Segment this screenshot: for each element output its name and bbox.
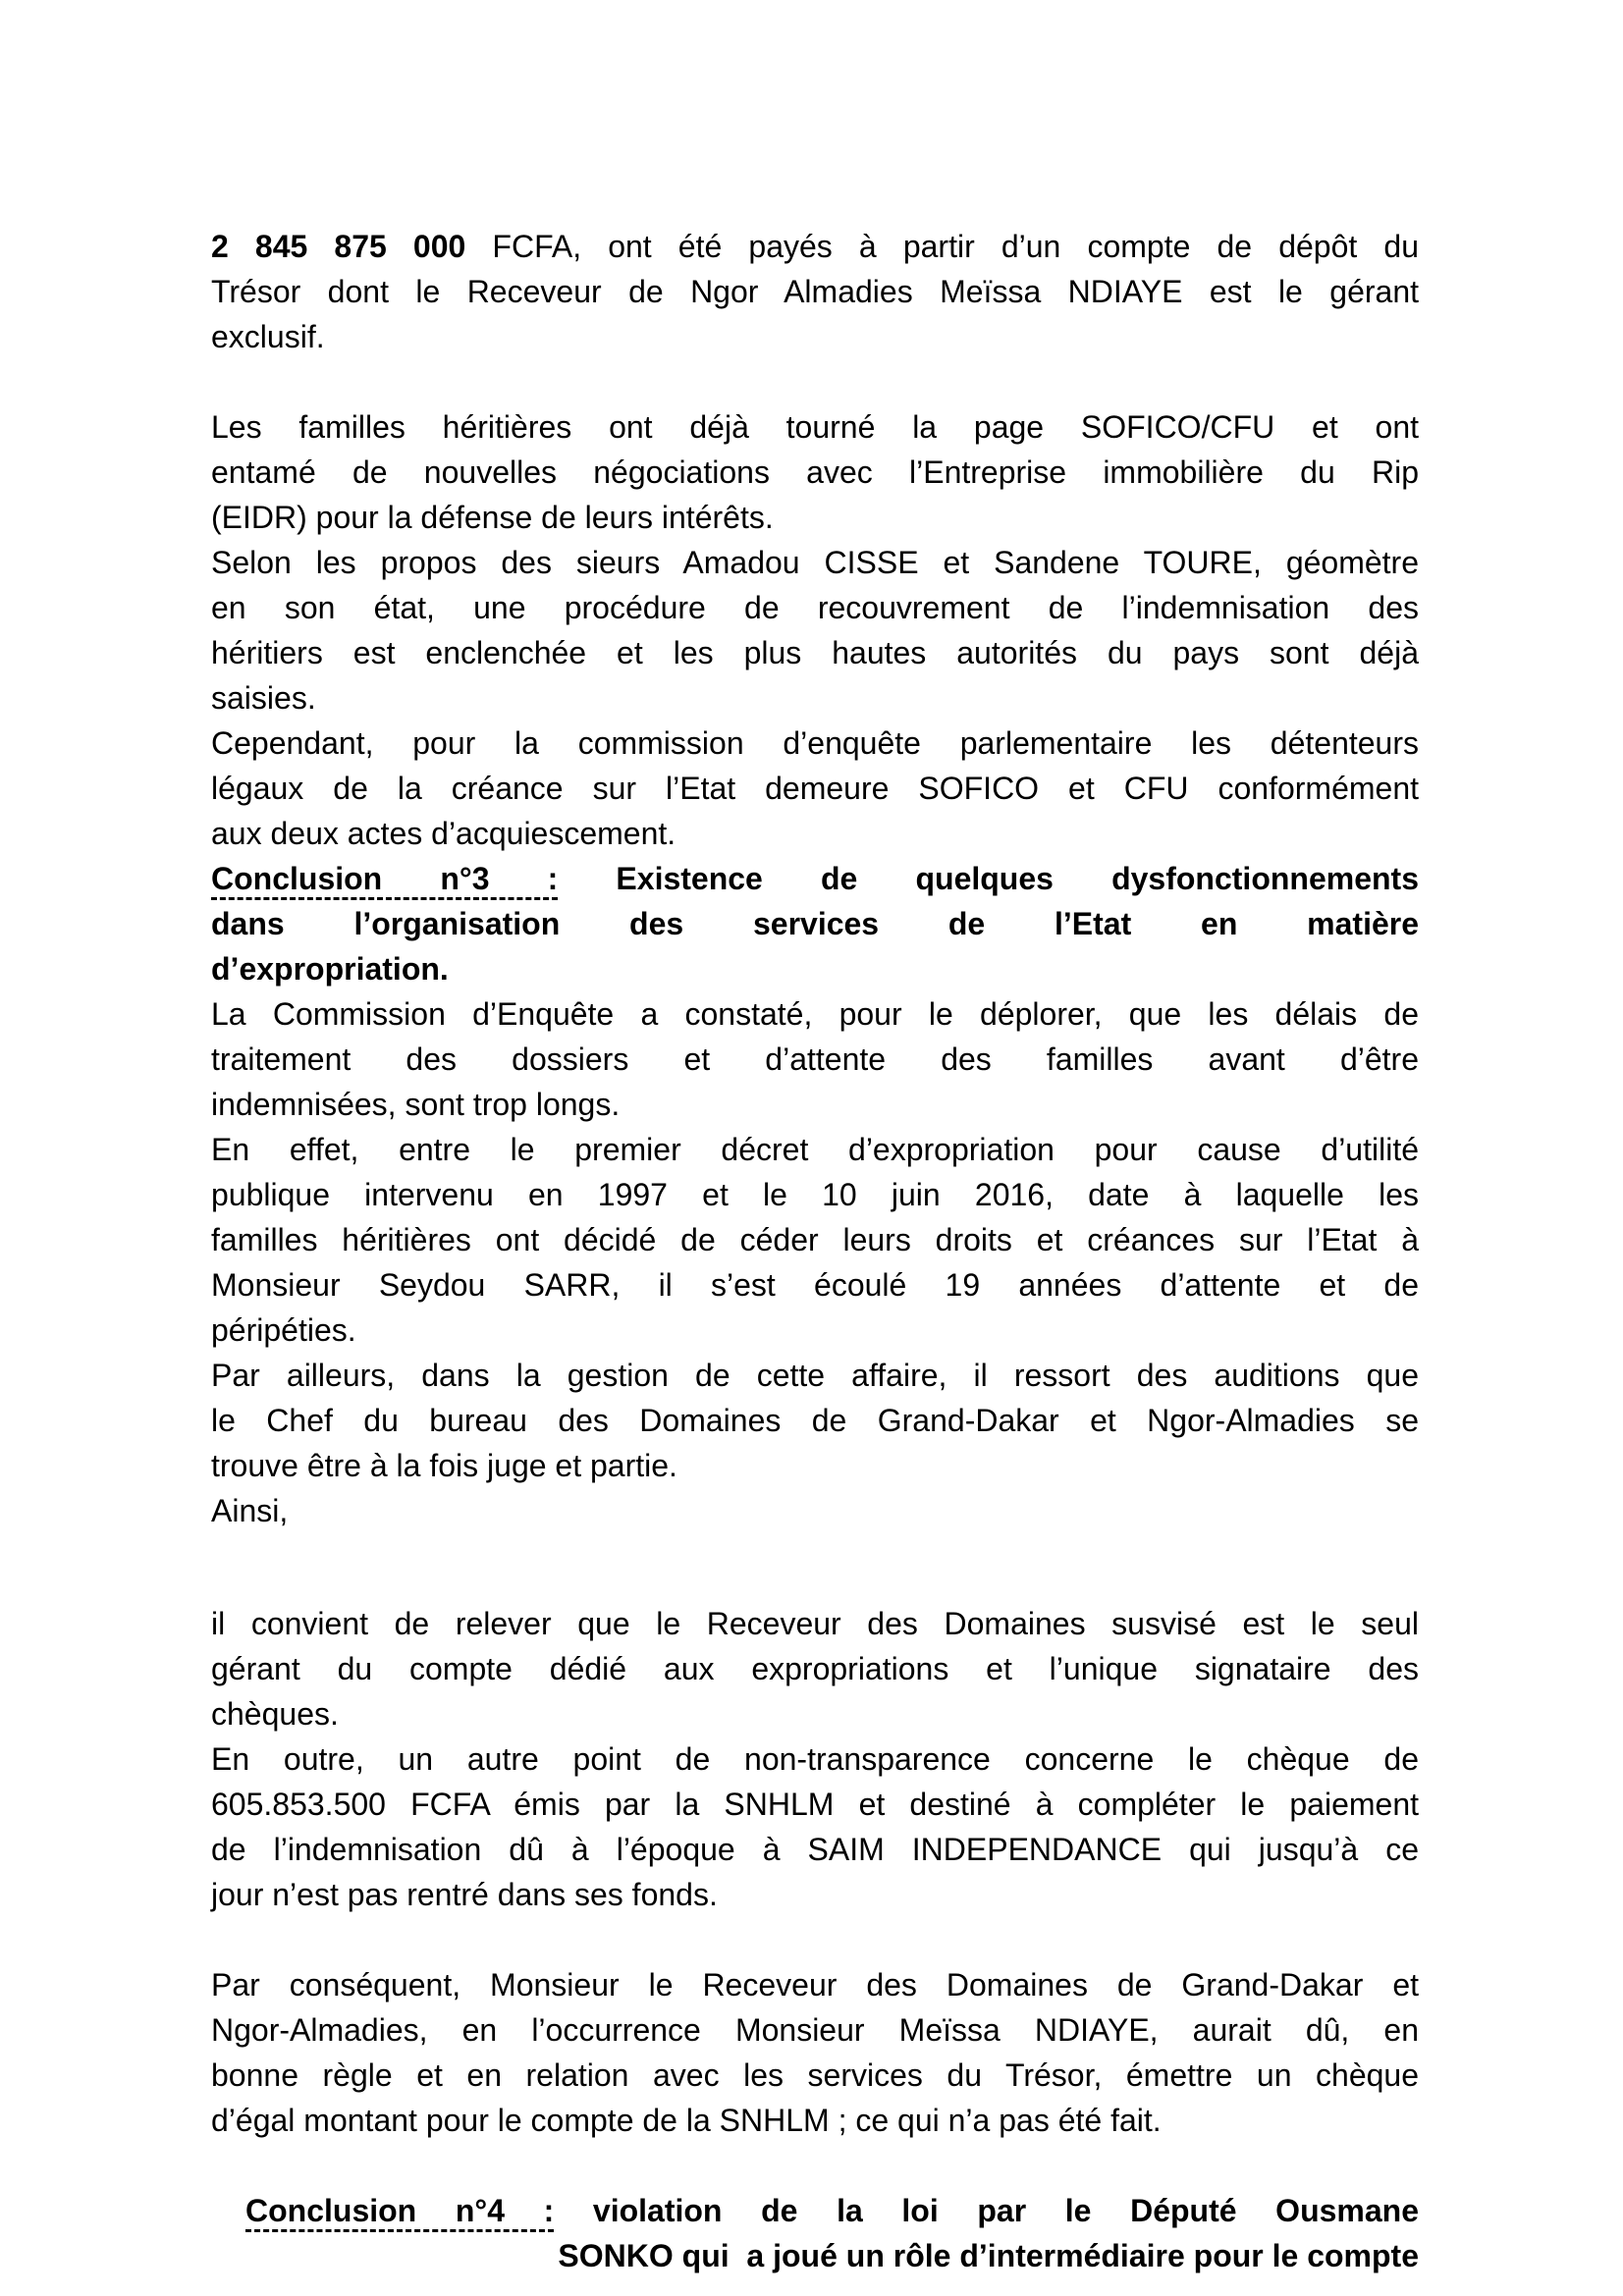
body-text: Par ailleurs, dans la gestion de cette affaire, il ressort des auditions que xyxy=(211,1358,1419,1393)
text-line xyxy=(211,901,1419,946)
bold-text: dans l’organisation des services de l’Etat en matière xyxy=(211,906,1419,941)
text-line xyxy=(211,2098,1419,2143)
text-line xyxy=(211,856,1419,901)
body-text: jour n’est pas rentré dans ses fonds. xyxy=(211,1877,718,1912)
text-line xyxy=(211,1646,1419,1691)
body-text: Les familles héritières ont déjà tourné la page SOFICO/CFU et ont xyxy=(211,409,1419,445)
text-line xyxy=(211,1037,1419,1082)
blank-line xyxy=(211,1533,1419,1601)
text-line xyxy=(211,630,1419,675)
text-line xyxy=(211,1082,1419,1127)
text-line xyxy=(211,766,1419,811)
bold-text: 2 845 875 000 xyxy=(211,229,466,264)
body-text: péripéties. xyxy=(211,1312,356,1348)
text-line xyxy=(211,1962,1419,2007)
text-line xyxy=(211,1782,1419,1827)
body-text: exclusif. xyxy=(211,319,325,354)
commission-enquete-paragraph xyxy=(211,991,1419,1127)
dashed-underlined-text: Conclusion n°4 : xyxy=(245,2193,554,2232)
dashed-underlined-text: Conclusion n°3 : xyxy=(211,861,558,900)
body-text: légaux de la créance sur l’Etat demeure SOFICO et CFU conformément xyxy=(211,771,1419,806)
body-text: familles héritières ont décidé de céder leurs droits et créances sur l’Etat à xyxy=(211,1222,1419,1257)
body-text: gérant du compte dédié aux expropriations et l’unique signataire des xyxy=(211,1651,1419,1686)
body-text: Ngor-Almadies, en l’occurrence Monsieur Meïssa NDIAYE, aurait dû, en xyxy=(211,2012,1419,2048)
body-text: indemnisées, sont trop longs. xyxy=(211,1087,621,1122)
bold-text: SONKO qui a joué un rôle d’intermédiaire pour le compte xyxy=(558,2238,1419,2273)
text-line xyxy=(211,1172,1419,1217)
blank-line xyxy=(211,359,1419,404)
text-line xyxy=(211,1398,1419,1443)
conclusion-4-heading xyxy=(245,2188,1419,2278)
text-line xyxy=(211,1691,1419,1736)
text-line xyxy=(245,2233,1419,2278)
text-line xyxy=(211,224,1419,269)
body-text: Monsieur Seydou SARR, il s’est écoulé 19 années d’attente et de xyxy=(211,1267,1419,1303)
body-text: saisies. xyxy=(211,680,316,716)
body-text: en son état, une procédure de recouvrement de l’indemnisation des xyxy=(211,590,1419,625)
text-line xyxy=(211,314,1419,359)
body-text: le Chef du bureau des Domaines de Grand-Dakar et Ngor-Almadies se xyxy=(211,1403,1419,1438)
body-text: Selon les propos des sieurs Amadou CISSE et Sandene TOURE, géomètre xyxy=(211,545,1419,580)
body-text: de l’indemnisation dû à l’époque à SAIM INDEPENDANCE qui jusqu’à ce xyxy=(211,1832,1419,1867)
body-text: il convient de relever que le Receveur des Domaines susvisé est le seul xyxy=(211,1606,1419,1641)
body-text: traitement des dossiers et d’attente des familles avant d’être xyxy=(211,1041,1419,1077)
body-text: Trésor dont le Receveur de Ngor Almadies Meïssa NDIAYE est le gérant xyxy=(211,274,1419,309)
bold-text: Existence de quelques dysfonctionnements xyxy=(558,861,1420,896)
ainsi-line xyxy=(211,1488,1419,1533)
blank-line xyxy=(211,1917,1419,1962)
text-line xyxy=(211,721,1419,766)
text-line xyxy=(211,404,1419,450)
blank-line xyxy=(211,2143,1419,2188)
text-line xyxy=(211,1353,1419,1398)
text-line xyxy=(211,540,1419,585)
body-text: d’égal montant pour le compte de la SNHLM ; ce qui n’a pas été fait. xyxy=(211,2103,1162,2138)
text-line xyxy=(211,1601,1419,1646)
text-line xyxy=(211,1262,1419,1308)
body-text: héritiers est enclenchée et les plus hautes autorités du pays sont déjà xyxy=(211,635,1419,670)
body-text: Cependant, pour la commission d’enquête parlementaire les détenteurs xyxy=(211,725,1419,761)
text-line xyxy=(211,1872,1419,1917)
body-text: trouve être à la fois juge et partie. xyxy=(211,1448,677,1483)
text-line xyxy=(211,991,1419,1037)
text-line xyxy=(211,2053,1419,2098)
bold-text: d’expropriation. xyxy=(211,951,449,987)
en-outre-paragraph xyxy=(211,1736,1419,1917)
text-line xyxy=(211,2007,1419,2053)
body-text: En effet, entre le premier décret d’expropriation pour cause d’utilité xyxy=(211,1132,1419,1167)
body-text: bonne règle et en relation avec les services du Trésor, émettre un chèque xyxy=(211,2057,1419,2093)
body-text: En outre, un autre point de non-transparence concerne le chèque de xyxy=(211,1741,1419,1777)
body-text: (EIDR) pour la défense de leurs intérêts. xyxy=(211,500,774,535)
text-line xyxy=(211,811,1419,856)
conclusion-3-heading xyxy=(211,856,1419,991)
body-text: aux deux actes d’acquiescement. xyxy=(211,816,676,851)
body-text: 605.853.500 FCFA émis par la SNHLM et destiné à compléter le paiement xyxy=(211,1787,1419,1822)
text-line xyxy=(211,1127,1419,1172)
text-line xyxy=(211,946,1419,991)
familles-heritieres-paragraph xyxy=(211,404,1419,540)
body-text: chèques. xyxy=(211,1696,339,1732)
bold-text: violation de la loi par le Député Ousmane xyxy=(554,2193,1420,2228)
text-line xyxy=(211,1736,1419,1782)
text-line xyxy=(211,450,1419,495)
par-ailleurs-paragraph xyxy=(211,1353,1419,1488)
body-text: publique intervenu en 1997 et le 10 juin 2016, date à laquelle les xyxy=(211,1177,1419,1212)
cependant-paragraph xyxy=(211,721,1419,856)
text-line xyxy=(245,2188,1419,2233)
selon-les-propos-paragraph xyxy=(211,540,1419,721)
body-text: Par conséquent, Monsieur le Receveur des Domaines de Grand-Dakar et xyxy=(211,1967,1419,2002)
body-text: entamé de nouvelles négociations avec l’Entreprise immobilière du Rip xyxy=(211,454,1419,490)
text-line xyxy=(211,585,1419,630)
text-line xyxy=(211,1827,1419,1872)
opening-paragraph xyxy=(211,224,1419,359)
par-consequent-paragraph xyxy=(211,1962,1419,2143)
il-convient-paragraph xyxy=(211,1601,1419,1736)
text-line xyxy=(211,269,1419,314)
body-text: Ainsi, xyxy=(211,1493,289,1528)
text-line xyxy=(211,1217,1419,1262)
en-effet-paragraph xyxy=(211,1127,1419,1353)
text-line xyxy=(211,495,1419,540)
body-text: FCFA, ont été payés à partir d’un compte de dépôt du xyxy=(465,229,1420,264)
text-line xyxy=(211,1308,1419,1353)
body-text: La Commission d’Enquête a constaté, pour le déplorer, que les délais de xyxy=(211,996,1419,1032)
text-line xyxy=(211,675,1419,721)
text-line xyxy=(211,1488,1419,1533)
text-line xyxy=(211,1443,1419,1488)
